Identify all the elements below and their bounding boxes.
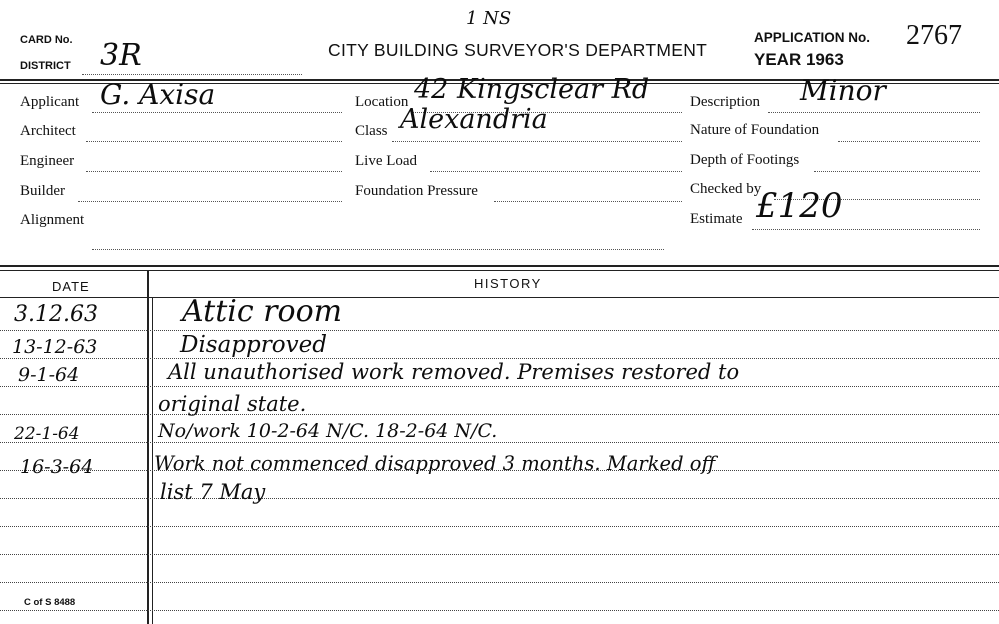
history-date: 13-12-63 xyxy=(12,336,98,358)
history-date: 9-1-64 xyxy=(18,364,80,386)
class-value: Alexandria xyxy=(400,104,548,135)
description-label: Description xyxy=(690,94,760,110)
history-text: original state. xyxy=(158,392,307,416)
builder-label: Builder xyxy=(20,183,65,199)
date-header: DATE xyxy=(52,279,90,294)
department-title: CITY BUILDING SURVEYOR'S DEPARTMENT xyxy=(328,40,708,60)
history-text: Disapproved xyxy=(180,332,327,358)
applicant-label: Applicant xyxy=(20,94,80,110)
history-text: Work not commenced disapproved 3 months. Marked off xyxy=(154,452,716,475)
depth-label: Depth of Footings xyxy=(690,152,800,168)
nature-label: Nature of Foundation xyxy=(690,122,820,138)
foundation-pressure-label: Foundation Pressure xyxy=(355,183,478,199)
class-label: Class xyxy=(355,123,388,139)
checked-label: Checked by xyxy=(690,181,762,197)
district-label: DISTRICT xyxy=(20,60,71,72)
top-note: 1 NS xyxy=(466,8,512,29)
history-text: All unauthorised work removed. Premises restored to xyxy=(168,360,740,384)
estimate-value: £120 xyxy=(756,186,843,226)
history-date: 3.12.63 xyxy=(14,302,98,327)
card-no-label: CARD No. xyxy=(20,34,73,46)
architect-label: Architect xyxy=(20,123,76,139)
year-label: YEAR 1963 xyxy=(754,50,844,69)
estimate-label: Estimate xyxy=(690,211,743,227)
history-text: No/work 10-2-64 N/C. 18-2-64 N/C. xyxy=(158,420,498,442)
form-number: C of S 8488 xyxy=(24,597,76,608)
application-number: 2767 xyxy=(906,20,962,51)
history-header: HISTORY xyxy=(474,276,542,291)
description-value: Minor xyxy=(800,74,886,107)
history-text: Attic room xyxy=(182,294,343,329)
engineer-label: Engineer xyxy=(20,153,75,169)
location-label: Location xyxy=(355,94,409,110)
application-label: APPLICATION No. xyxy=(754,30,870,45)
district-value: 3R xyxy=(100,38,142,73)
history-text: list 7 May xyxy=(160,480,266,504)
live-load-label: Live Load xyxy=(355,153,418,169)
alignment-label: Alignment xyxy=(20,212,85,228)
history-date: 22-1-64 xyxy=(14,424,80,444)
history-date: 16-3-64 xyxy=(20,456,94,478)
applicant-value: G. Axisa xyxy=(100,78,216,111)
location-value: 42 Kingsclear Rd xyxy=(414,74,650,105)
